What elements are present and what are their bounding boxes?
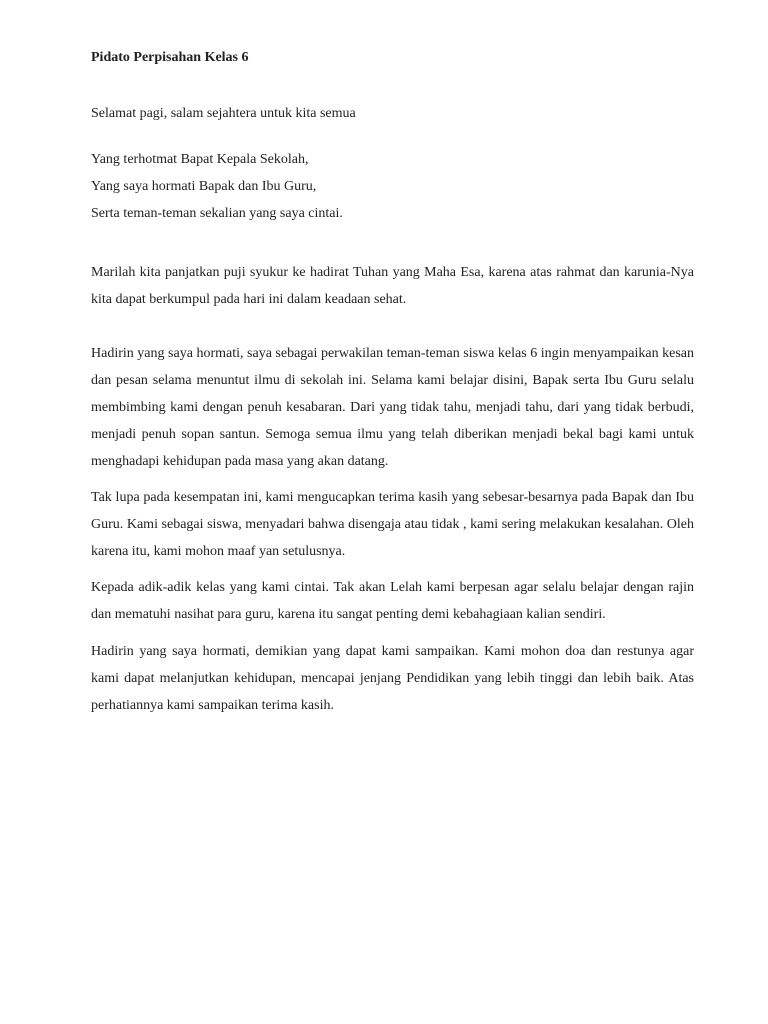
salutation-line: Yang saya hormati Bapak dan Ibu Guru, [91, 179, 317, 194]
salutation-line: Serta teman-teman sekalian yang saya cintai. [91, 206, 343, 221]
paragraph-closing: Hadirin yang saya hormati, demikian yang dapat kami sampaikan. Kami mohon doa dan restunya agar kami dapat melanjutkan kehidupan, mencapai jenjang Pendidikan yang lebih tinggi dan lebih baik. Atas perhatiannya kami sampaikan terima kasih. [91, 644, 694, 713]
salutations [91, 146, 694, 227]
greeting: Selamat pagi, salam sejahtera untuk kita semua [91, 106, 356, 121]
document-title: Pidato Perpisahan Kelas 6 [91, 50, 249, 65]
paragraph-gratitude: Marilah kita panjatkan puji syukur ke hadirat Tuhan yang Maha Esa, karena atas rahmat dan karunia-Nya kita dapat berkumpul pada hari ini dalam keadaan sehat. [91, 265, 694, 307]
paragraph-message: Hadirin yang saya hormati, saya sebagai perwakilan teman-teman siswa kelas 6 ingin menyampaikan kesan dan pesan selama menuntut ilmu di sekolah ini. Selama kami belajar disini, Bapak serta Ibu Guru selalu membimbing kami dengan penuh kesabaran. Dari yang tidak tahu, menjadi tahu, dari yang tidak berbudi, menjadi penuh sopan santun. Semoga semua ilmu yang telah diberikan menjadi bekal bagi kami untuk menghadapi kehidupan pada masa yang akan datang. [91, 346, 694, 469]
paragraph-juniors: Kepada adik-adik kelas yang kami cintai. Tak akan Lelah kami berpesan agar selalu belajar dengan rajin dan mematuhi nasihat para guru, karena itu sangat penting demi kebahagiaan kalian sendiri. [91, 580, 694, 622]
salutation-line: Yang terhotmat Bapat Kepala Sekolah, [91, 152, 309, 167]
paragraph-thanks: Tak lupa pada kesempatan ini, kami mengucapkan terima kasih yang sebesar-besarnya pada Bapak dan Ibu Guru. Kami sebagai siswa, menyadari bahwa disengaja atau tidak , kami sering melakukan kesalahan. Oleh karena itu, kami mohon maaf yan setulusnya. [91, 490, 694, 559]
